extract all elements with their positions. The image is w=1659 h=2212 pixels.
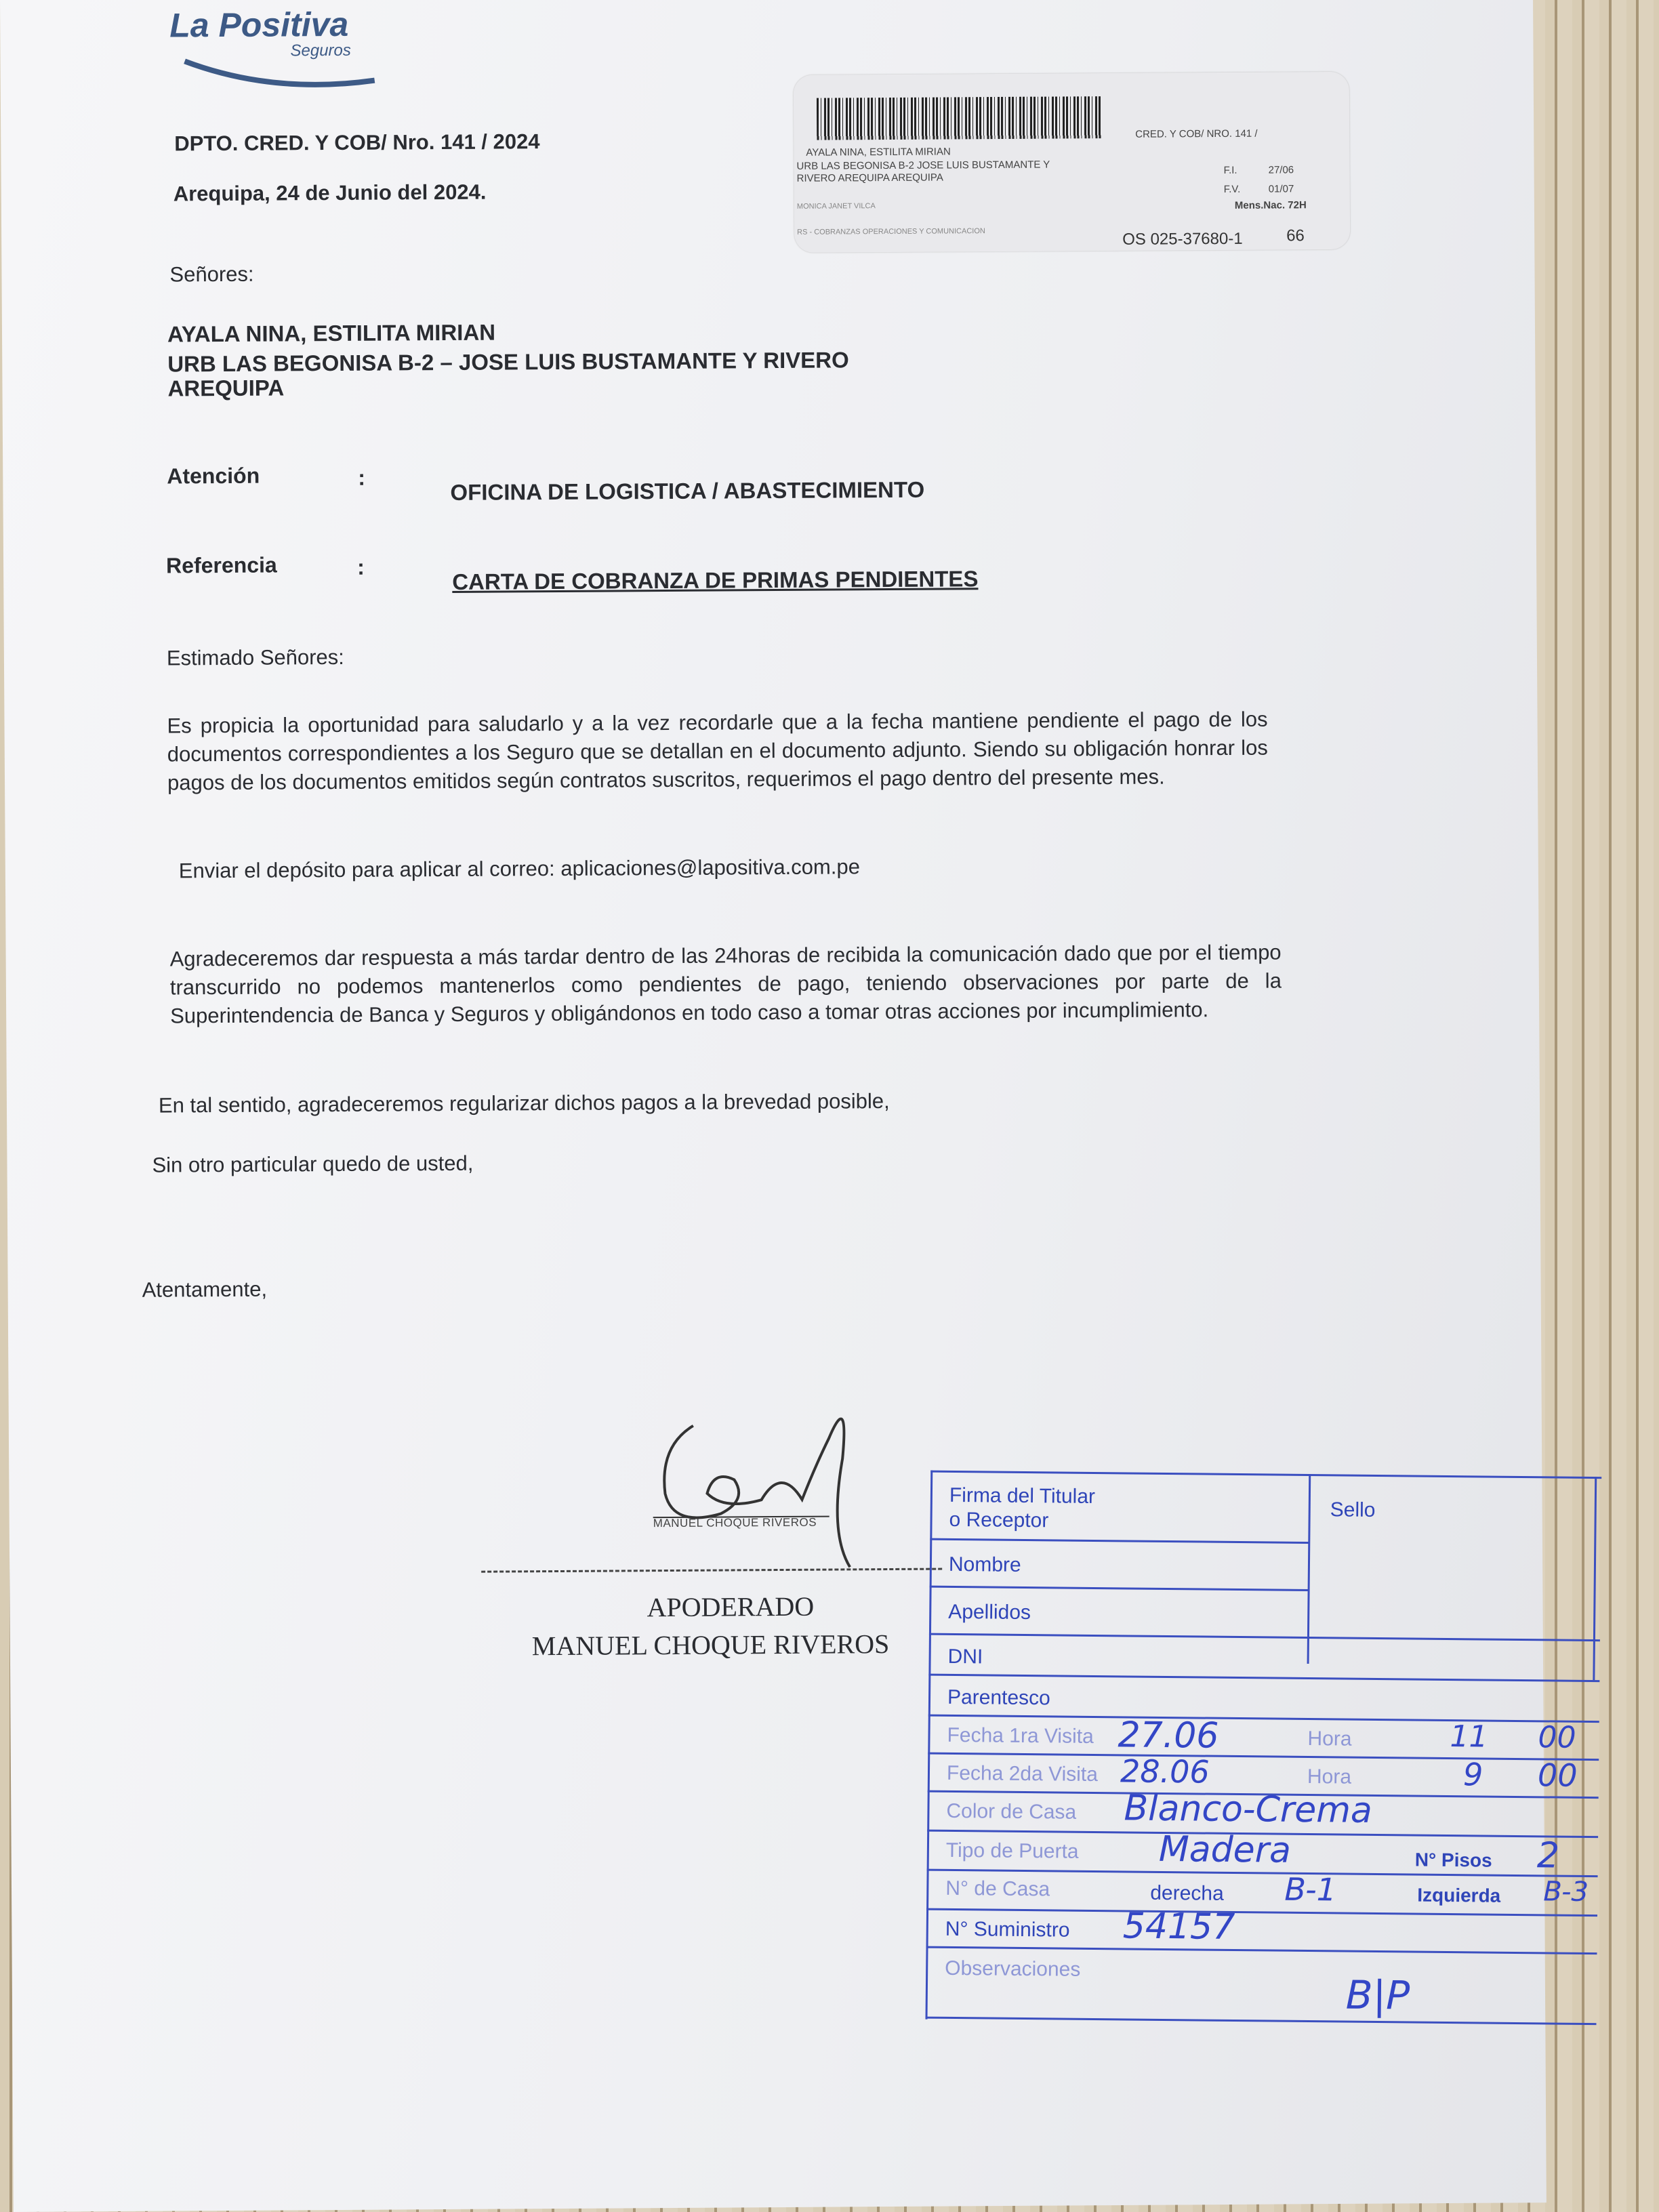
stamp-hora2-label: Hora (1307, 1765, 1352, 1788)
recipient-name: AYALA NINA, ESTILITA MIRIAN (167, 319, 496, 347)
salutation: Señores: (169, 262, 254, 287)
handwritten-visit1-minute: 00 (1538, 1720, 1576, 1755)
stamp-nombre-label: Nombre (948, 1553, 1021, 1576)
paragraph-2: Enviar el depósito para aplicar al correo: aplicaciones@lapositiva.com.pe (178, 855, 861, 883)
attention-label: Atención (167, 463, 260, 489)
label-number: 66 (1286, 226, 1305, 245)
stamp-border-left (926, 1471, 933, 2020)
barcode (817, 96, 1101, 140)
label-address-1: URB LAS BEGONISA B-2 JOSE LUIS BUSTAMANTE Y (796, 159, 1050, 172)
stamp-ncasa-label: N° de Casa (945, 1877, 1050, 1901)
stamp-receptor-label: o Receptor (949, 1508, 1049, 1532)
company-logo: La Positiva (169, 5, 349, 45)
label-mens: Mens.Nac. 72H (1234, 199, 1307, 211)
handwritten-right-house: B-1 (1284, 1870, 1337, 1908)
attention-colon: : (358, 465, 366, 490)
paragraph-4: En tal sentido, agradeceremos regularizar dichos pagos a la brevedad posible, (158, 1089, 890, 1118)
stamp-hora1-label: Hora (1307, 1727, 1352, 1750)
signature-stamp-name: MANUEL CHOQUE RIVEROS (653, 1515, 817, 1530)
stamp-dni-label: DNI (947, 1645, 983, 1668)
label-dept: RS - COBRANZAS OPERACIONES Y COMUNICACION (797, 227, 985, 237)
recipient-city: AREQUIPA (167, 375, 285, 401)
stamp-puerta-label: Tipo de Puerta (945, 1839, 1079, 1863)
stamp-derecha-label: derecha (1150, 1881, 1224, 1905)
delivery-stamp (926, 1471, 1616, 2026)
stamp-border-right (1593, 1477, 1597, 1680)
label-fv: F.V. (1223, 183, 1241, 195)
handwritten-floors: 2 (1536, 1835, 1560, 1877)
greeting: Estimado Señores: (166, 644, 344, 670)
reference-label: Referencia (165, 552, 277, 578)
stamp-observaciones-label: Observaciones (945, 1957, 1081, 1981)
handwritten-visit1-hour: 11 (1450, 1719, 1488, 1755)
letter-date: Arequipa, 24 de Junio del 2024. (173, 180, 487, 206)
stamp-apellidos-label: Apellidos (948, 1600, 1031, 1624)
handwritten-visit2-minute: 00 (1537, 1757, 1578, 1794)
handwritten-supply-number: 54157 (1122, 1906, 1235, 1948)
signature-icon (646, 1397, 878, 1575)
signer-role: APODERADO (647, 1591, 815, 1623)
stamp-parentesco-label: Parentesco (947, 1685, 1050, 1710)
paragraph-1: Es propicia la oportunidad para saludarlo y a la vez recordarle que a la fecha mantiene pendiente el pago de los documentos correspondientes a los Seguro que se detallan en el documento adjunto. Siendo su obligación honrar los pagos de los documentos emitidos según contratos suscritos, requerimos el pago dentro del presente mes. (167, 707, 1268, 795)
label-ref: CRED. Y COB/ NRO. 141 / (1135, 127, 1258, 140)
stamp-border-top (930, 1471, 1601, 1479)
handwritten-visit1-date: 27.06 (1118, 1715, 1219, 1757)
signer-name: MANUEL CHOQUE RIVEROS (531, 1629, 890, 1662)
label-name: AYALA NINA, ESTILITA MIRIAN (806, 146, 951, 159)
handwritten-visit2-hour: 9 (1462, 1756, 1483, 1793)
company-logo-sub: Seguros (290, 41, 351, 60)
stamp-visita1-label: Fecha 1ra Visita (947, 1723, 1094, 1748)
handwritten-visit2-date: 28.06 (1120, 1753, 1210, 1790)
handwritten-left-house: B-3 (1543, 1876, 1589, 1908)
label-person: MONICA JANET VILCA (796, 202, 876, 211)
label-os: OS 025-37680-1 (1122, 229, 1243, 249)
paragraph-5: Sin otro particular quedo de usted, (152, 1151, 474, 1177)
handwritten-observations: B|P (1345, 1971, 1410, 2019)
logo-swoosh-icon (178, 47, 381, 89)
label-address-2: RIVERO AREQUIPA AREQUIPA (796, 171, 943, 184)
reference-colon: : (357, 554, 365, 579)
handwritten-door-type: Madera (1158, 1828, 1292, 1871)
label-fi: F.I. (1223, 164, 1237, 176)
stamp-sello-label: Sello (1330, 1498, 1376, 1521)
label-fi-value: 27/06 (1268, 164, 1294, 176)
stamp-color-label: Color de Casa (946, 1799, 1077, 1824)
stamp-izquierda-label: Izquierda (1417, 1884, 1501, 1906)
stamp-pisos-label: N° Pisos (1414, 1849, 1492, 1871)
attention-value: OFICINA DE LOGISTICA / ABASTECIMIENTO (450, 476, 925, 505)
handwritten-house-color: Blanco-Crema (1124, 1788, 1373, 1831)
department-reference: DPTO. CRED. Y COB/ Nro. 141 / 2024 (174, 129, 540, 156)
stamp-visita2-label: Fecha 2da Visita (946, 1761, 1099, 1786)
address-label (794, 72, 1351, 253)
paragraph-3: Agradeceremos dar respuesta a más tardar dentro de las 24horas de recibida la comunicación dado que por el tiempo transcurrido no podemos mantenerlos como pendientes de pago, teniendo observaciones por parte de la Superintendencia de Banca y Seguros y obligándonos en todo caso a tomar otras acciones por incumplimiento. (169, 940, 1282, 1028)
stamp-suministro-label: N° Suministro (945, 1917, 1070, 1942)
stamp-firma-label: Firma del Titular (949, 1483, 1096, 1508)
label-fv-value: 01/07 (1268, 183, 1294, 195)
recipient-address: URB LAS BEGONISA B-2 – JOSE LUIS BUSTAMANTE Y RIVERO (167, 347, 849, 377)
reference-value: CARTA DE COBRANZA DE PRIMAS PENDIENTES (452, 566, 979, 594)
stamp-divider (1307, 1474, 1311, 1664)
closing: Atentamente, (142, 1277, 268, 1302)
